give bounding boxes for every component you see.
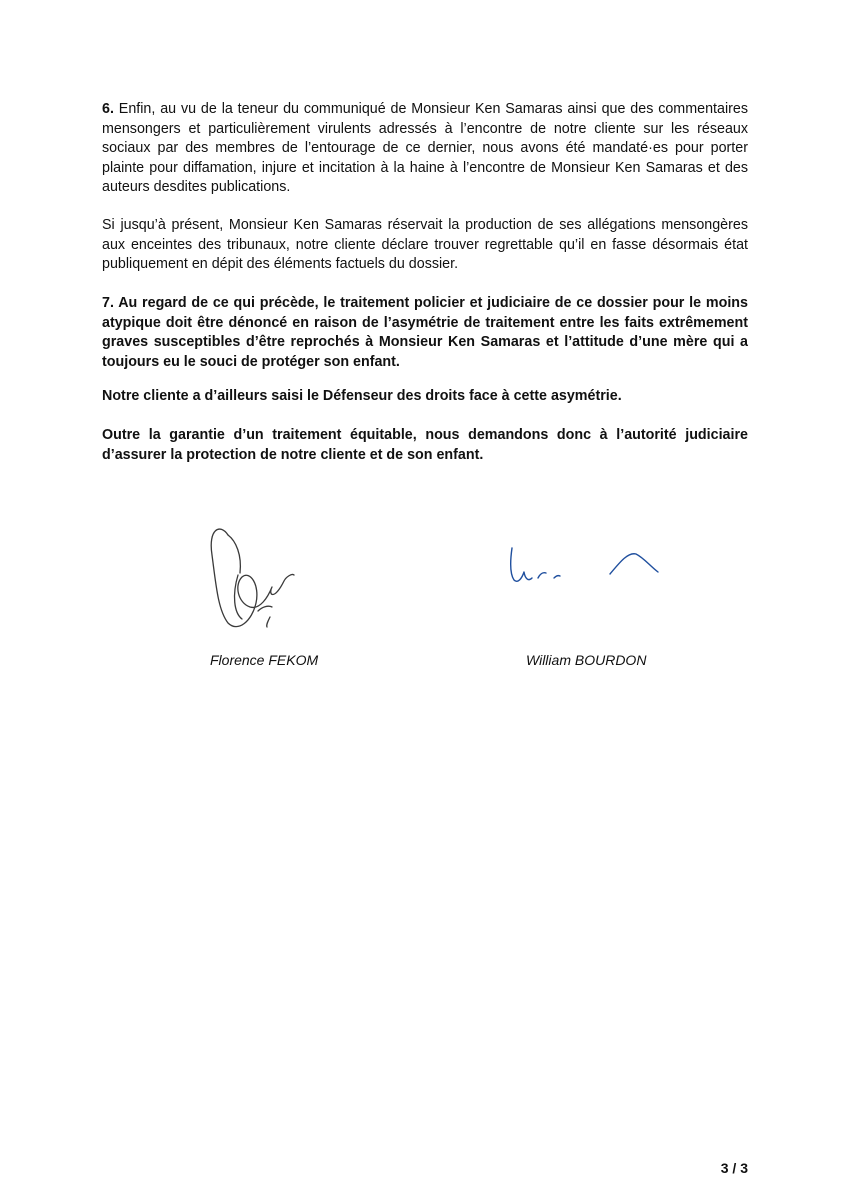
paragraph-6-continuation: Si jusqu’à présent, Monsieur Ken Samaras réservait la production de ses allégations mensongères aux enceintes des tribunaux, notre cliente déclare trouver regrettable qu’il en fasse désormais état publiquement en dépit des éléments factuels du dossier. [102,217,748,272]
signature-bourdon [500,540,670,595]
page-number: 3 / 3 [720,1160,748,1176]
paragraph-6 [102,100,748,198]
signature-fekom [198,515,308,640]
paragraph-6-number: 6. [102,101,114,117]
signer-name-bourdon: William BOURDON [526,652,647,668]
paragraph-defenseur-des-droits: Notre cliente a d’ailleurs saisi le Défenseur des droits face à cette asymétrie. [102,388,622,404]
paragraph-7: 7. Au regard de ce qui précède, le traitement policier et judiciaire de ce dossier pour le moins atypique doit être dénoncé en raison de l’asymétrie de traitement entre les faits extrêmement graves susceptibles d’être reprochés à Monsieur Ken Samaras et l’attitude d’une mère qui a toujours eu le souci de protéger son enfant. [102,295,748,370]
paragraph-conclusion: Outre la garantie d’un traitement équitable, nous demandons donc à l’autorité judiciaire d’assurer la protection de notre cliente et de son enfant. [102,427,748,463]
paragraph-6-text: Enfin, au vu de la teneur du communiqué de Monsieur Ken Samaras ainsi que des commentaires mensongers et particulièrement virulents adressés à l’encontre de notre cliente sur les réseaux sociaux par des membres de l’entourage de ce dernier, nous avons été mandaté·es pour porter plainte pour diffamation, injure et incitation à la haine à l’encontre de Monsieur Ken Samaras et des auteurs desdites publications. [102,101,748,195]
signer-name-fekom: Florence FEKOM [210,652,319,668]
